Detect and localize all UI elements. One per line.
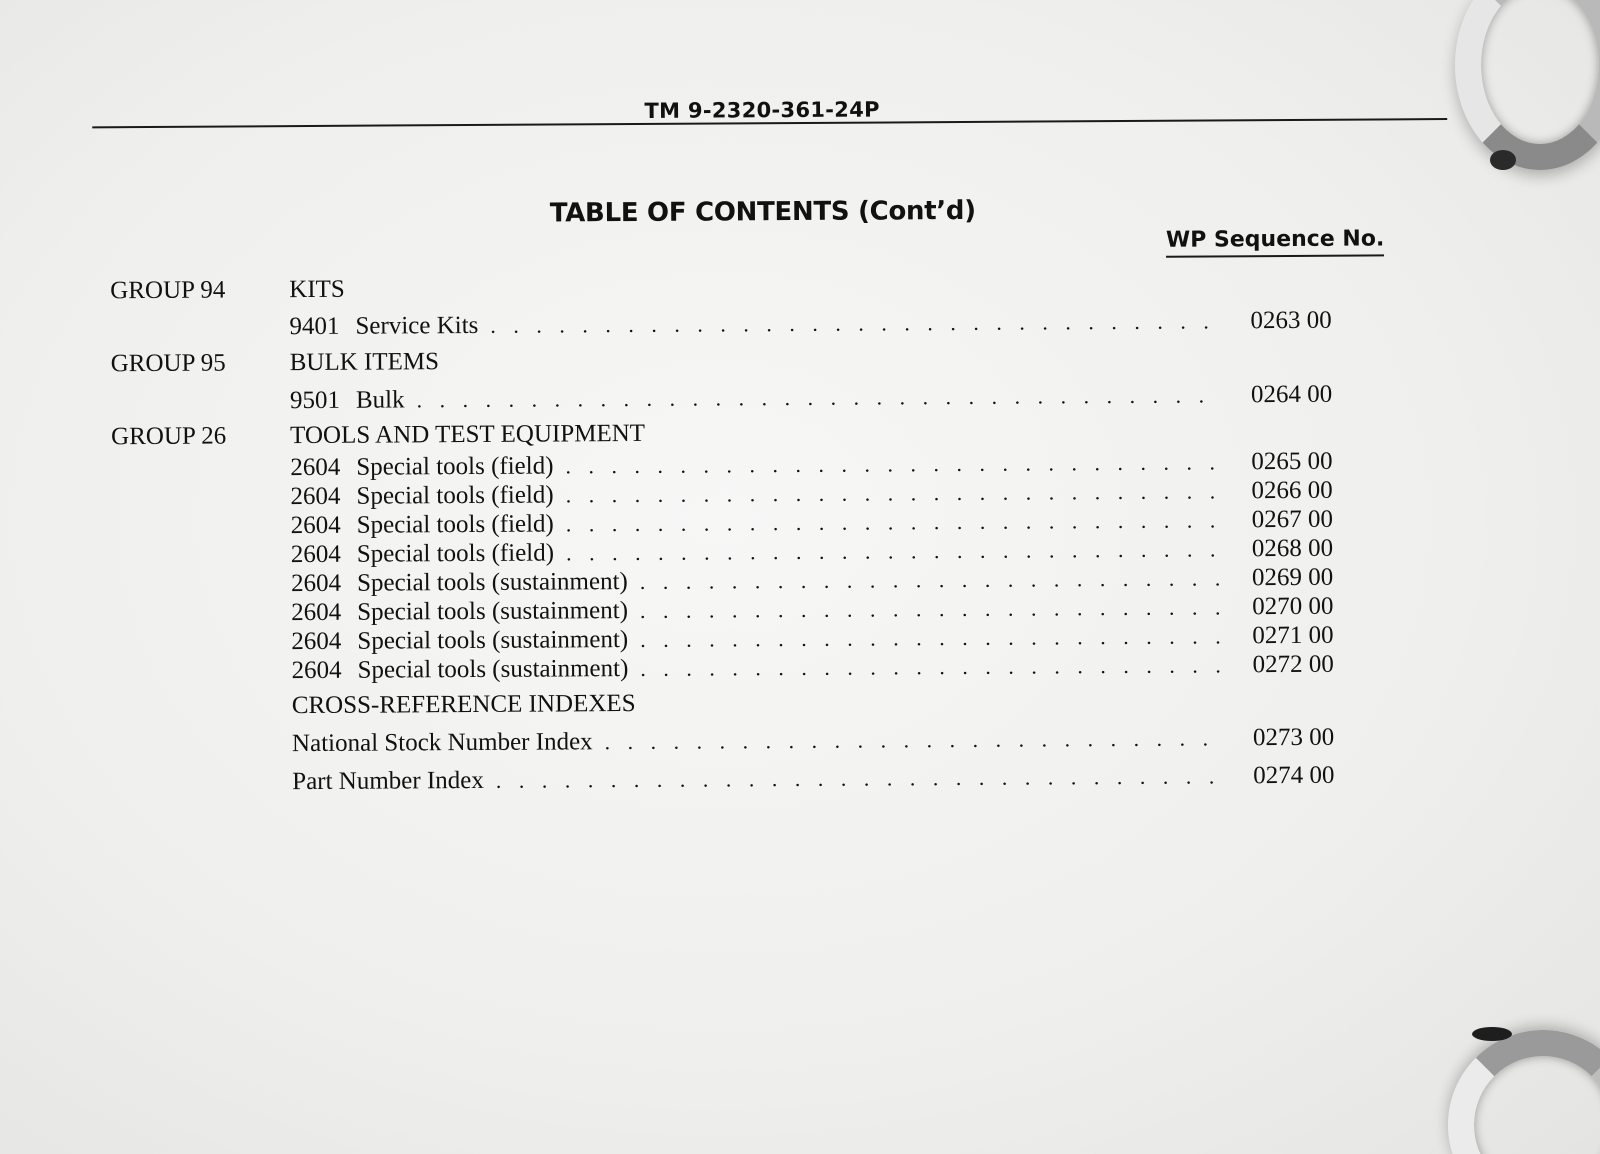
entry-wp-number: 0266 00 (1251, 476, 1333, 505)
group-label: GROUP 95 (110, 349, 226, 378)
dot-leader (416, 378, 1222, 417)
entry-label: Special tools (sustainment) (357, 626, 629, 655)
entry-wp-number: 0265 00 (1251, 447, 1333, 476)
entry-label: Service Kits (355, 311, 479, 340)
group-heading: KITS (289, 275, 345, 304)
entry-wp-number: 0264 00 (1250, 380, 1333, 409)
entry-code: 2604 (291, 656, 342, 685)
entry-code: 2604 (290, 540, 341, 569)
entry-label: Part Number Index (292, 766, 484, 796)
entry-label: Special tools (sustainment) (357, 655, 629, 684)
dot-leader (490, 304, 1221, 342)
group-heading: BULK ITEMS (289, 348, 440, 377)
entry-label: National Stock Number Index (291, 728, 593, 758)
toc-entry[interactable] (1, 719, 1600, 763)
entry-label: Special tools (sustainment) (356, 568, 628, 597)
toc-entry-text (291, 648, 1227, 688)
dot-leader (605, 721, 1225, 759)
entry-code: 2604 (291, 627, 342, 656)
toc-entry-text (289, 304, 1225, 344)
entry-code: 2604 (290, 482, 341, 511)
entry-label: Special tools (field) (356, 452, 554, 481)
column-header-wp-sequence: WP Sequence No. (1166, 226, 1385, 257)
entry-wp-number: 0273 00 (1252, 723, 1335, 752)
entry-label: Special tools (field) (356, 510, 554, 539)
entry-wp-number: 0270 00 (1252, 592, 1334, 621)
toc-group-row (0, 338, 1599, 382)
entry-wp-number: 0272 00 (1252, 650, 1334, 679)
document-number: TM 9-2320-361-24P (644, 97, 880, 123)
entry-label: Special tools (field) (356, 481, 554, 510)
entry-wp-number: 0268 00 (1251, 534, 1334, 563)
binder-hole-bottom (1472, 1027, 1512, 1041)
entry-code: 2604 (291, 598, 342, 627)
entry-wp-number: 0267 00 (1251, 505, 1333, 534)
entry-wp-number: 0274 00 (1253, 761, 1335, 790)
entry-code: 9401 (289, 312, 340, 341)
entry-label: Special tools (field) (356, 539, 555, 568)
entry-label: Bulk (355, 386, 405, 414)
toc-entry[interactable] (1, 757, 1600, 801)
entry-code: 2604 (290, 511, 341, 540)
entry-wp-number: 0263 00 (1250, 306, 1332, 335)
toc-group-row (0, 265, 1598, 309)
binder-hole-top (1490, 150, 1516, 170)
entry-code: 9501 (289, 386, 340, 415)
dot-leader (496, 759, 1225, 797)
toc-entry-text (292, 721, 1228, 761)
cross-reference-heading: CROSS-REFERENCE INDEXES (291, 690, 636, 720)
dot-leader (640, 648, 1223, 686)
entry-wp-number: 0269 00 (1251, 563, 1334, 592)
entry-label: Special tools (sustainment) (357, 597, 629, 626)
entry-code: 2604 (290, 569, 342, 598)
group-label: GROUP 94 (110, 276, 226, 305)
entry-code: 2604 (290, 453, 341, 482)
group-label: GROUP 26 (111, 422, 227, 451)
toc-entry-text (290, 378, 1226, 418)
group-heading: TOOLS AND TEST EQUIPMENT (290, 419, 646, 450)
entry-wp-number: 0271 00 (1252, 621, 1334, 650)
toc-entry-text (292, 759, 1228, 799)
page-title: TABLE OF CONTENTS (Cont’d) (549, 195, 976, 229)
